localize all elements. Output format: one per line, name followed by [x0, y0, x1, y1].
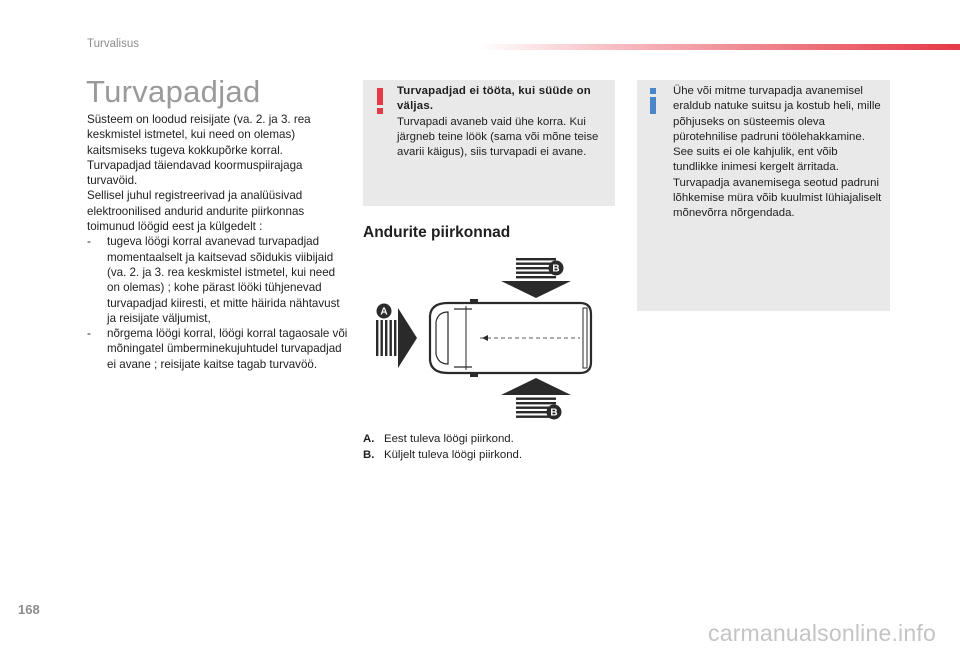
diagram-captions — [363, 432, 522, 463]
zone-b-badge-bottom — [547, 405, 562, 420]
page-title: Turvapadjad — [86, 74, 261, 109]
exclamation-icon — [375, 88, 385, 114]
caption-key: B. — [363, 448, 375, 461]
zone-a-badge — [377, 304, 392, 319]
intro-paragraph: Sellisel juhul registreerivad ja analüüsivad elektroonilised andurid andurite piirkonnas toimunud löögid eest ja külgedelt : — [87, 189, 305, 234]
section-label: Turvalisus — [87, 38, 139, 50]
intro-text — [87, 112, 349, 372]
warning-body: Turvapadi avaneb vaid ühe korra. Kui järgneb teine löök (sama või mõne teise avarii käigus), siis turvapadi ei avane. — [397, 115, 599, 159]
info-box — [637, 80, 890, 311]
zone-b-label: B — [552, 263, 560, 275]
bullet-item — [87, 326, 349, 372]
caption-item — [363, 448, 522, 464]
vehicle-top-view — [430, 299, 591, 377]
warning-text — [397, 84, 609, 160]
zone-a-label: A — [380, 306, 388, 318]
caption-text: Eest tuleva löögi piirkond. — [384, 433, 514, 445]
caption-item — [363, 432, 522, 448]
caption-text: Küljelt tuleva löögi piirkond. — [384, 448, 523, 461]
bullet-marker: - — [87, 327, 91, 341]
info-icon — [648, 88, 658, 114]
zone-b-label: B — [550, 407, 558, 419]
warning-box — [363, 80, 615, 206]
bullet-item — [87, 234, 349, 326]
watermark: carmanualsonline.info — [708, 620, 936, 646]
sensor-zones-diagram — [370, 252, 600, 424]
page-number: 168 — [18, 602, 40, 617]
bullet-text: tugeva löögi korral avanevad turvapadjad momentaalselt ja kaitsevad sõidukis viibijaid (va. 2. ja 3. rea keskmistel istmetel, kui need on olemas) ; kohe pärast lööki tühjenevad turvapadjad kiiresti, et mitte häirida nähtavust ja reisijate väljumist, — [107, 235, 340, 325]
warning-heading: Turvapadjad ei tööta, kui süüde on väljas. — [397, 85, 591, 113]
info-text: Ühe või mitme turvapadja avanemisel eraldub natuke suitsu ja kostub heli, mille põhjuseks on süsteemis oleva pürotehnilise padruni töölehakkamine. See suits ei ole kahjulik, ent võib tundlikke inimesi kergelt ärritada. Turvapadja avanemisega seotud padruni lõhkemise müra võib kuulmist lühiajaliselt mõnevõrra nõrgendada. — [673, 85, 882, 220]
sensors-heading: Andurite piirkonnad — [363, 224, 511, 241]
zone-b-badge-top — [549, 261, 564, 276]
caption-key: A. — [363, 433, 375, 445]
bullet-marker: - — [87, 235, 91, 249]
bullet-text: nõrgema löögi korral, löögi korral tagaosale või mõningatel ümberminekujuhtudel turvapadjad ei avane ; reisijate kaitse tagab turvavöö. — [107, 327, 348, 371]
header-accent-bar — [478, 44, 960, 50]
intro-paragraph: Süsteem on loodud reisijate (va. 2. ja 3. rea keskmistel istmetel, kui need on olemas) kaitsmiseks tugeva kokkupõrke korral. Turvapadjad täiendavad koormuspiirajaga turvavöid. — [87, 113, 311, 188]
